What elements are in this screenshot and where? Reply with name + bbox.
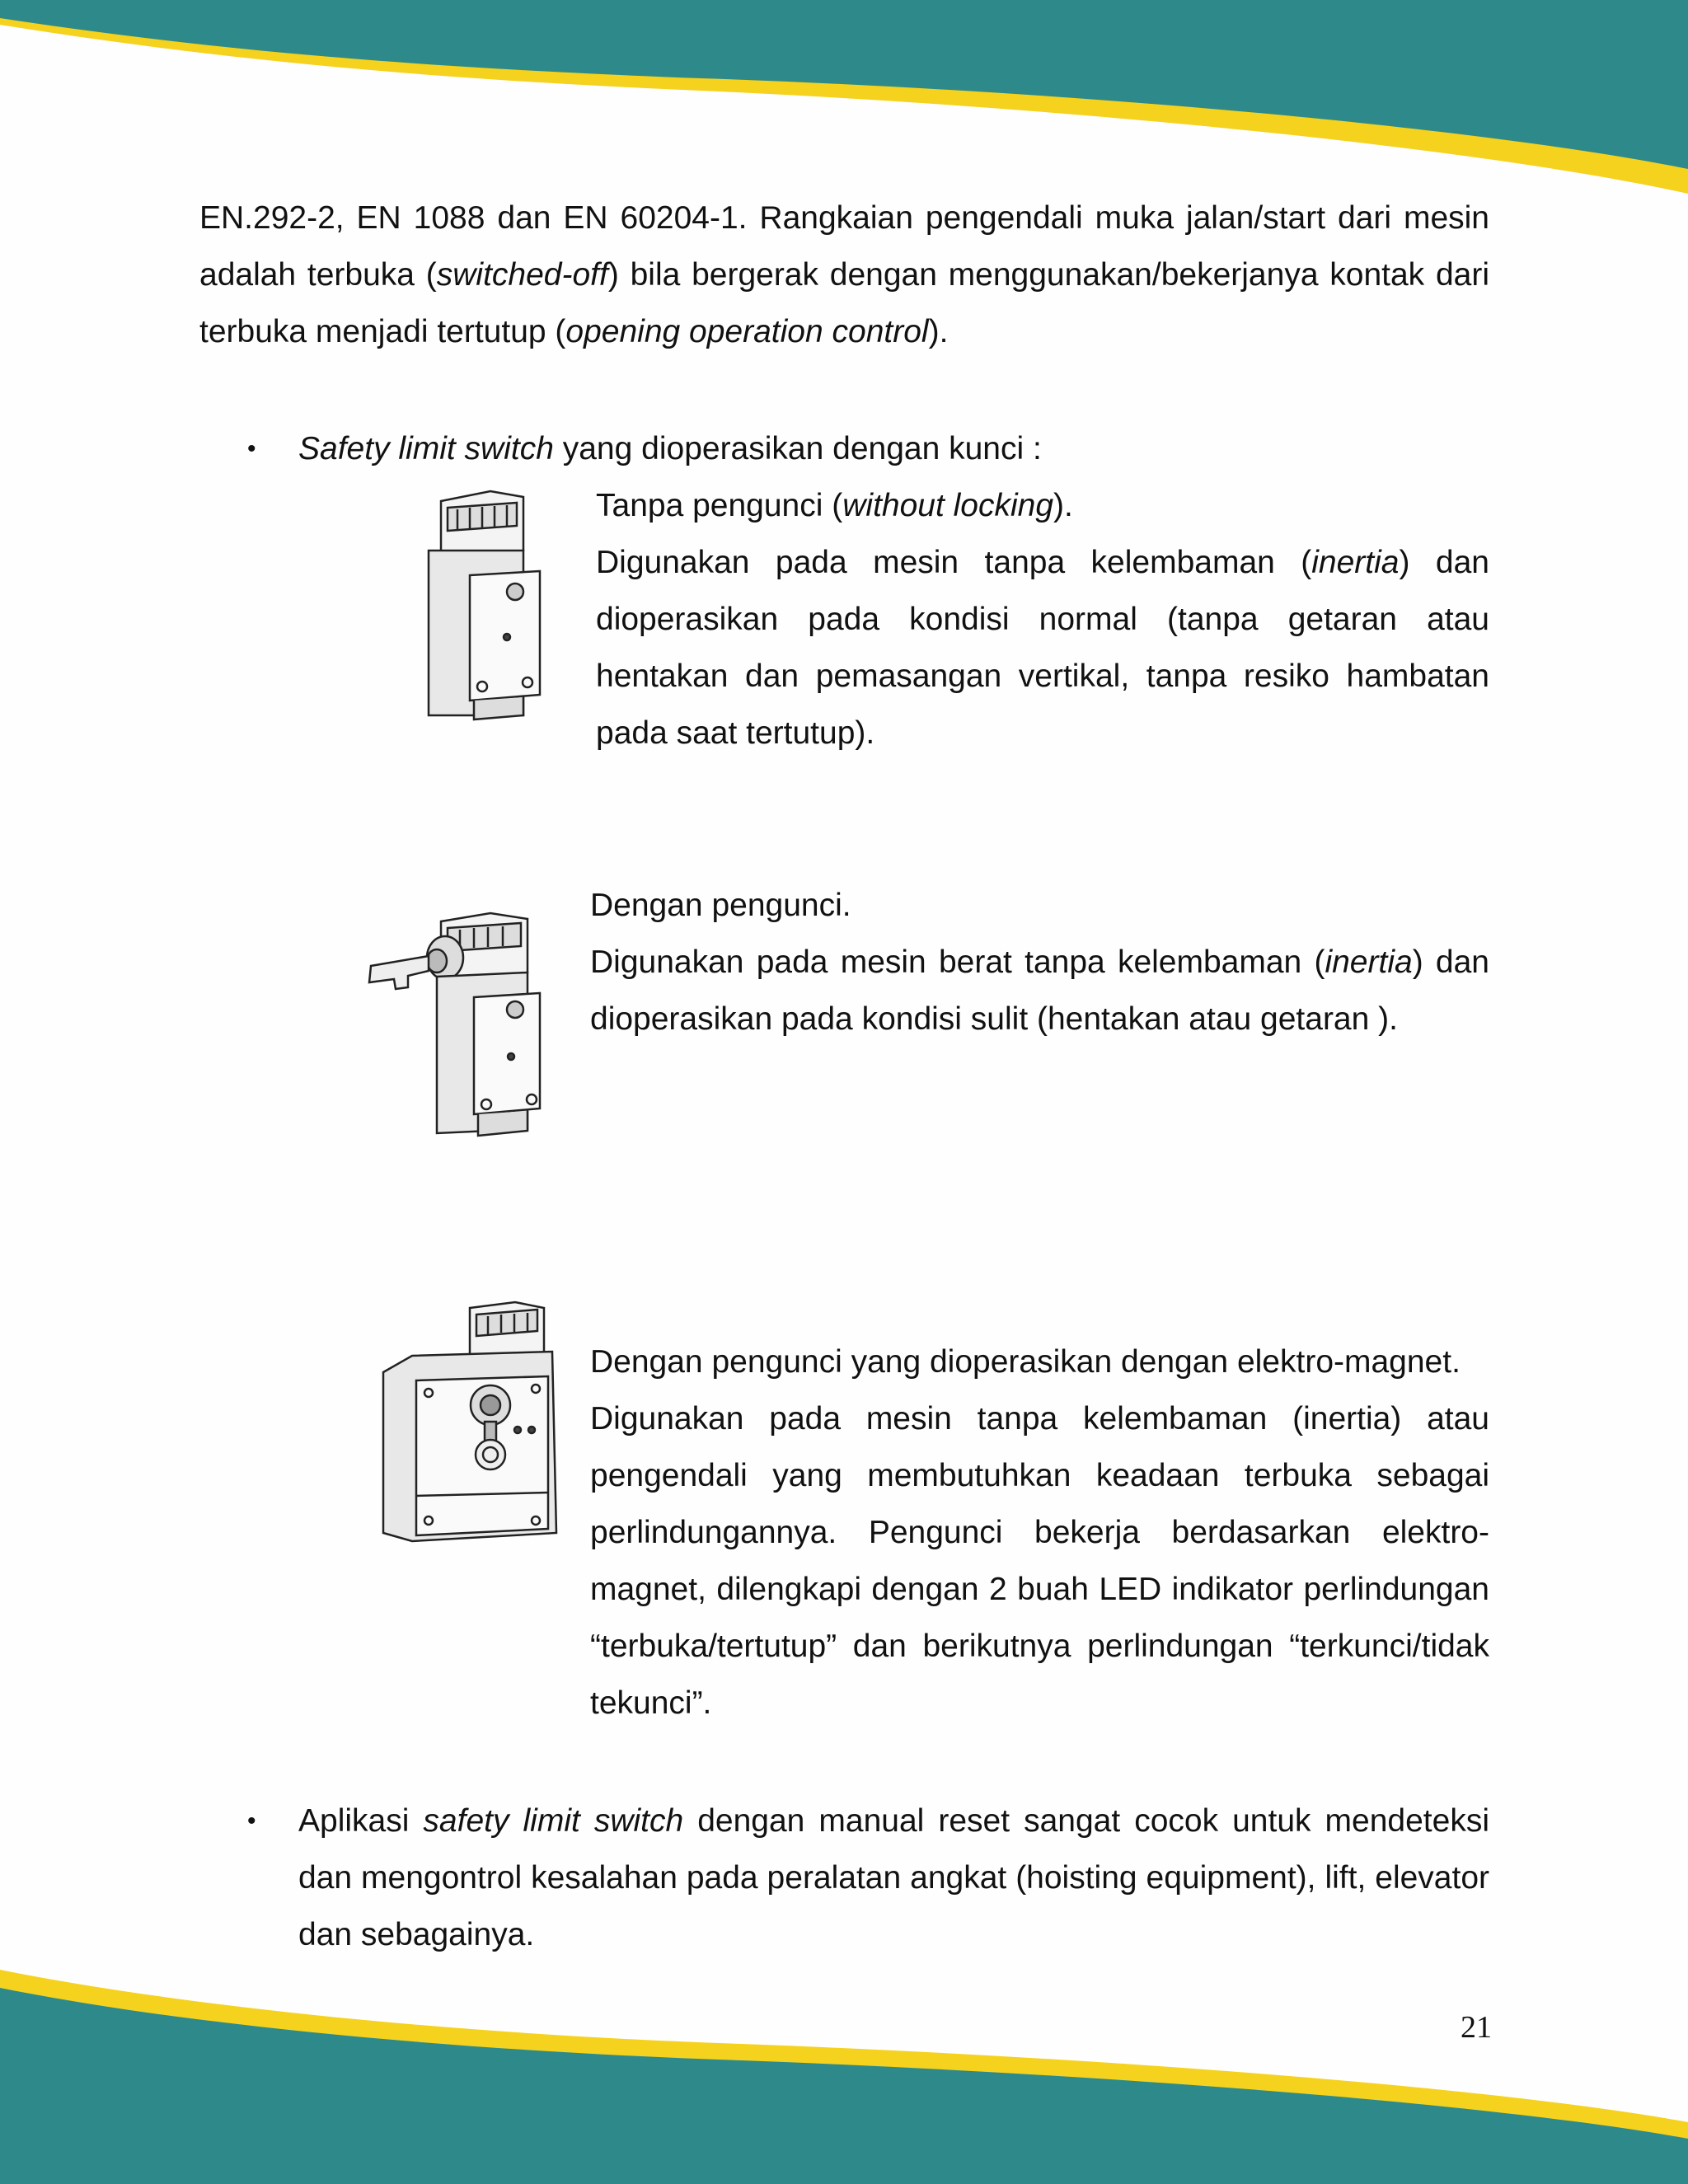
section-2-body-c: ) dan dioperasikan pada kondisi sulit (hentakan atau getaran ). [590,944,1489,1037]
section-with-locking [590,877,1489,1047]
safety-switch-electromagnet-locking-icon [379,1298,560,1554]
bullet-2-marker: • [247,1807,256,1835]
safety-switch-with-key-locking-icon [363,907,560,1146]
top-wave-decoration [0,0,1688,198]
section-1-title-a: Tanpa pengunci ( [596,488,843,523]
intro-text-3: ). [928,314,949,349]
safety-switch-without-locking-icon [424,485,556,724]
bullet-2-term: safety limit switch [423,1803,684,1839]
intro-paragraph [199,190,1489,360]
section-2-body [590,934,1489,1047]
bullet-1-text [298,420,1493,477]
bottom-wave-decoration [0,1970,1688,2184]
section-3-body: Digunakan pada mesin tanpa kelembaman (inertia) atau pengendali yang membutuhkan keadaan terbuka sebagai perlindungannya. Pengunci bekerja berdasarkan elektro-magnet, dilengkapi dengan 2 buah LED indikator perlindungan “terbuka/tertutup” dan berikutnya perlindungan “terkunci/tidak tekunci”. [590,1401,1489,1721]
section-1-body-term: inertia [1311,545,1400,580]
bullet-1-rest: yang dioperasikan dengan kunci : [553,431,1042,466]
section-electromagnet-locking [590,1333,1489,1732]
bullet-2-text-c: dengan manual reset sangat cocok untuk mendeteksi dan mengontrol kesalahan pada peralatan angkat (hoisting equipment), lift, elevator dan sebagainya. [298,1803,1489,1952]
bullet-1-term: Safety limit switch [298,431,554,466]
page-number: 21 [1461,2010,1492,2045]
section-1-body [596,534,1489,762]
bullet-1-marker: • [247,435,256,462]
section-2-body-term: inertia [1325,944,1413,980]
section-3-title: Dengan pengunci yang dioperasikan dengan elektro-magnet. [590,1344,1461,1380]
section-without-locking [596,477,1489,762]
intro-text-2: ) bila bergerak dengan menggunakan/bekerjanya kontak dari terbuka menjadi tertutup ( [199,257,1489,349]
section-1-body-c: ) dan dioperasikan pada kondisi normal (tanpa getaran atau hentakan dan pemasangan vertikal, tanpa resiko hambatan pada saat tertutup). [596,545,1489,751]
bullet-2-text [298,1793,1489,1963]
bullet-2-text-a: Aplikasi [298,1803,424,1839]
section-1-title [596,477,1489,534]
section-1-title-c: ). [1053,488,1073,523]
section-1-title-term: without locking [842,488,1054,523]
section-2-body-a: Digunakan pada mesin berat tanpa kelembaman ( [590,944,1325,980]
section-2-title: Dengan pengunci. [590,888,851,923]
section-1-body-a: Digunakan pada mesin tanpa kelembaman ( [596,545,1312,580]
intro-term-switched-off: switched-off [436,257,608,293]
intro-text-1: EN.292-2, EN 1088 dan EN 60204-1. Rangkaian pengendali muka jalan/start dari mesin adalah terbuka ( [199,200,1489,293]
intro-term-opening-operation-control: opening operation control [565,314,929,349]
